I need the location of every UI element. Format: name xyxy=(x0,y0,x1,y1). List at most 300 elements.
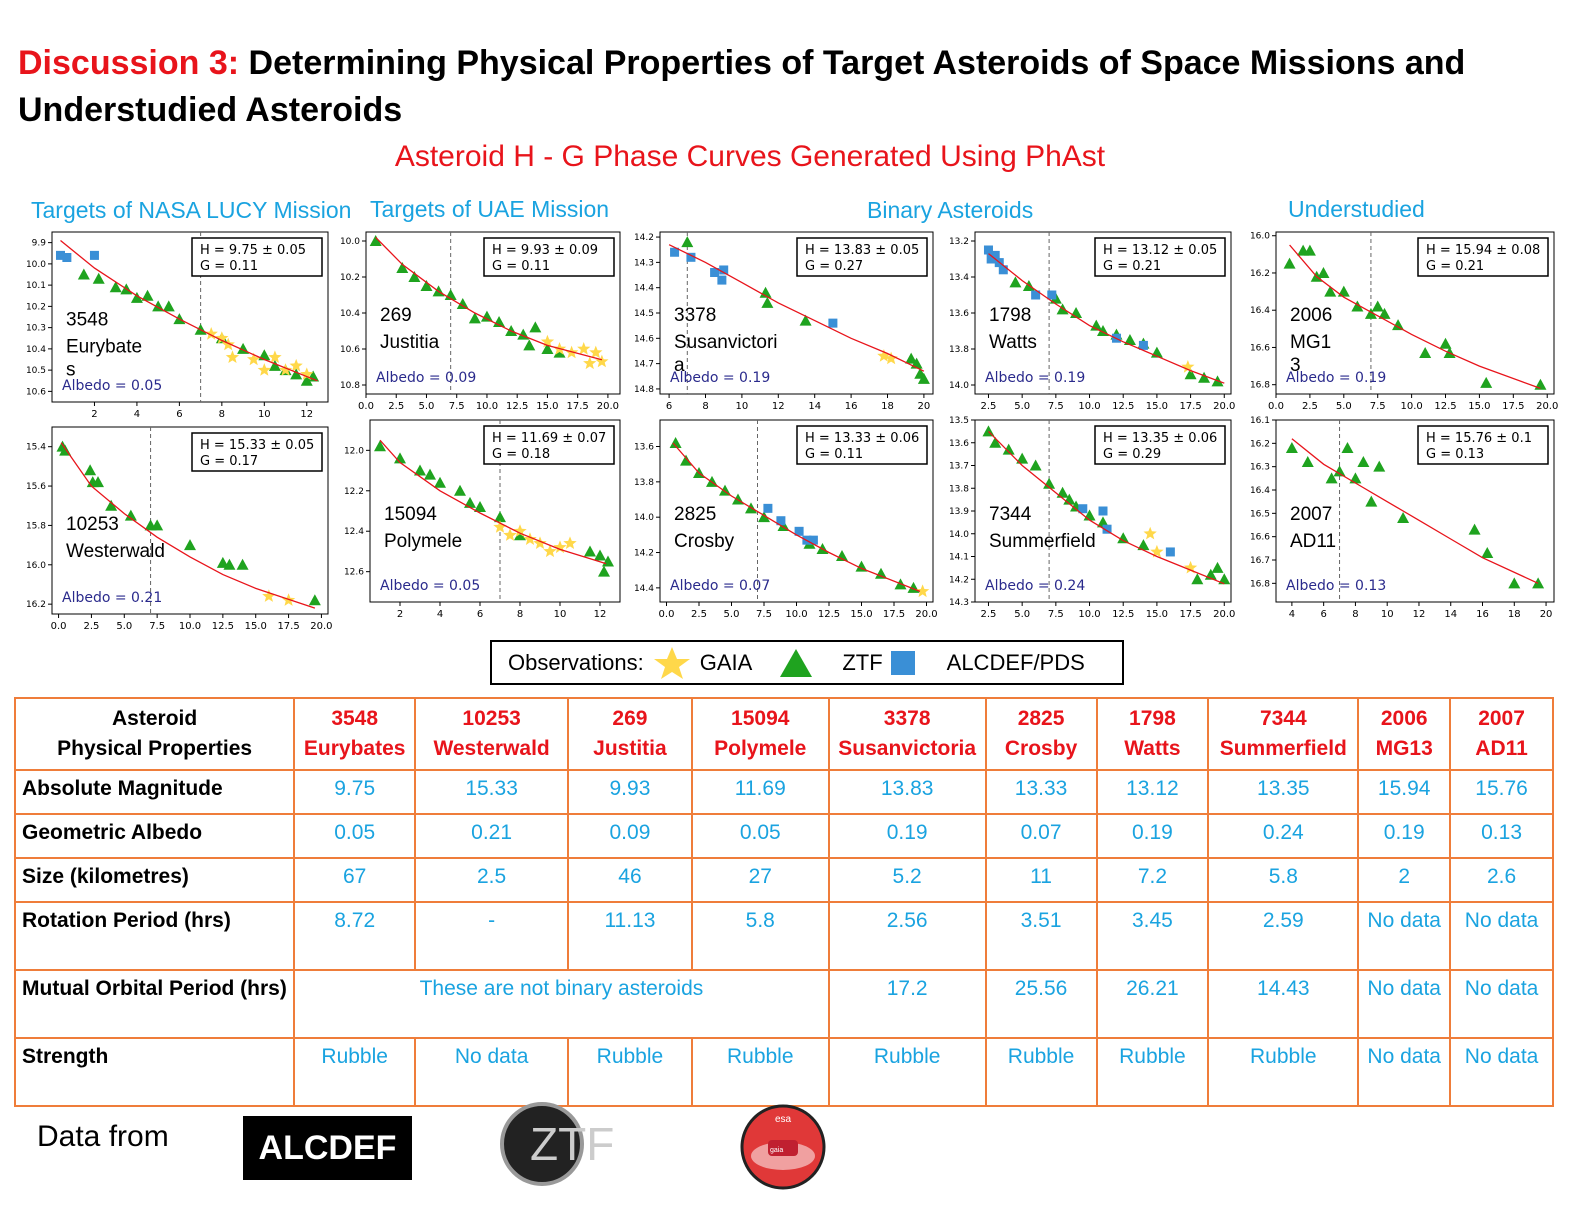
title-main: Determining Physical Properties of Target Asteroids of Space Missions and Understudied Asteroids xyxy=(18,44,1466,129)
phase-curve-panel xyxy=(634,420,938,620)
asteroid-name: MG1 xyxy=(1290,332,1332,354)
x-tick-label: 14 xyxy=(808,401,822,412)
phase-curve-panel xyxy=(1250,232,1558,412)
table-cell: 13.35 xyxy=(1208,770,1358,814)
hg-value: H = 11.69 ± 0.07 xyxy=(492,431,607,446)
y-tick-label: 9.9 xyxy=(31,238,46,249)
row-abs-mag xyxy=(15,770,1553,814)
y-tick-label: 13.8 xyxy=(948,484,969,495)
y-tick-label: 10.0 xyxy=(25,259,46,270)
g-value: G = 0.29 xyxy=(1103,447,1162,462)
y-tick-label: 16.8 xyxy=(1249,579,1270,590)
y-tick-label: 14.0 xyxy=(633,513,654,524)
x-tick-label: 20.0 xyxy=(1213,401,1236,412)
phase-curve-panel xyxy=(1250,416,1554,620)
phase-curve-panel xyxy=(340,232,620,412)
x-tick-label: 12.5 xyxy=(1112,609,1135,620)
legend-ztf: ZTF xyxy=(842,649,883,675)
asteroid-number: 2007 xyxy=(1290,504,1333,526)
table-cell: 15.76 xyxy=(1450,770,1553,814)
y-tick-label: 16.6 xyxy=(1249,532,1270,543)
table-cell: 13.33 xyxy=(986,770,1097,814)
y-tick-label: 13.4 xyxy=(948,273,969,283)
x-tick-label: 2.5 xyxy=(1301,401,1318,412)
x-tick-label: 20.0 xyxy=(596,401,620,412)
albedo-label: Albedo = 0.07 xyxy=(670,578,771,594)
ztf-logo-text: ZTF xyxy=(530,1118,615,1170)
y-tick-label: 14.0 xyxy=(948,529,969,540)
y-tick-label: 14.3 xyxy=(948,598,969,608)
table-cell: 15.33 xyxy=(415,770,568,814)
y-tick-label: 16.3 xyxy=(1249,462,1270,473)
y-tick-label: 12.2 xyxy=(343,486,364,497)
table-cell: 5.8 xyxy=(692,902,829,970)
row-label: Rotation Period (hrs) xyxy=(15,902,294,970)
x-tick-label: 7.5 xyxy=(149,621,166,632)
asteroid-name: Justitia xyxy=(380,332,440,354)
y-tick-label: 14.5 xyxy=(633,309,654,319)
hg-value: H = 13.33 ± 0.06 xyxy=(805,431,920,446)
ztf-triangle-icon xyxy=(778,647,814,679)
phase-curve-panel xyxy=(634,232,933,412)
x-tick-label: 17.5 xyxy=(1502,401,1525,412)
y-tick-label: 14.4 xyxy=(633,283,654,294)
y-tick-label: 16.6 xyxy=(1249,343,1270,354)
table-cell: 0.05 xyxy=(692,814,829,858)
ztf-logo xyxy=(500,1102,640,1186)
x-tick-label: 5.0 xyxy=(418,401,435,412)
x-tick-label: 17.5 xyxy=(277,621,300,632)
x-tick-label: 0.0 xyxy=(658,609,675,620)
albedo-label: Albedo = 0.24 xyxy=(985,578,1086,594)
y-tick-label: 14.2 xyxy=(633,548,654,559)
hg-value: H = 9.75 ± 0.05 xyxy=(200,243,306,258)
y-tick-label: 14.4 xyxy=(633,583,654,594)
title-prefix: Discussion 3: xyxy=(18,44,240,82)
x-tick-label: 2.5 xyxy=(388,401,405,412)
y-tick-label: 14.8 xyxy=(633,384,654,395)
table-cell: 5.8 xyxy=(1208,858,1358,902)
y-tick-label: 10.6 xyxy=(25,387,46,398)
y-tick-label: 13.8 xyxy=(948,345,969,355)
g-value: G = 0.11 xyxy=(805,447,864,462)
y-tick-label: 16.0 xyxy=(1249,231,1270,242)
asteroid-name-wrap: s xyxy=(66,359,76,381)
table-cell: 26.21 xyxy=(1097,970,1209,1038)
x-tick-label: 10.0 xyxy=(475,401,499,412)
x-tick-label: 6 xyxy=(176,409,183,420)
col-header: 3548 Eurybates xyxy=(294,698,415,770)
g-value: G = 0.21 xyxy=(1426,259,1485,274)
x-tick-label: 4 xyxy=(436,609,444,620)
asteroid-name-wrap: 3 xyxy=(1290,355,1301,377)
y-tick-label: 15.8 xyxy=(25,521,46,532)
alcdef-square-icon xyxy=(889,649,917,677)
x-tick-label: 7.5 xyxy=(756,609,772,620)
x-tick-label: 12 xyxy=(771,401,785,412)
y-tick-label: 14.2 xyxy=(633,233,654,244)
col-header: 2006 MG13 xyxy=(1358,698,1450,770)
x-tick-label: 10 xyxy=(1380,609,1394,620)
table-cell: 9.75 xyxy=(294,770,415,814)
asteroid-number: 7344 xyxy=(989,504,1032,526)
phase-curve-panel xyxy=(26,427,333,632)
gaia-star-icon xyxy=(652,645,692,681)
x-tick-label: 20.0 xyxy=(310,621,333,632)
albedo-label: Albedo = 0.21 xyxy=(62,590,163,606)
x-tick-label: 10.0 xyxy=(785,609,808,620)
table-cell: 2 xyxy=(1358,858,1450,902)
x-tick-label: 17.5 xyxy=(882,609,906,620)
y-tick-label: 13.6 xyxy=(948,309,969,319)
table-cell: No data xyxy=(1450,970,1553,1038)
table-cell: No data xyxy=(415,1038,568,1106)
table-cell: 11.13 xyxy=(568,902,692,970)
y-tick-label: 16.0 xyxy=(25,560,46,571)
x-tick-label: 2.5 xyxy=(691,609,707,620)
albedo-label: Albedo = 0.05 xyxy=(380,578,481,594)
group-label-uae: Targets of UAE Mission xyxy=(370,196,610,222)
y-tick-label: 13.9 xyxy=(948,507,969,517)
y-tick-label: 12.4 xyxy=(343,527,364,538)
x-tick-label: 10.0 xyxy=(1078,401,1101,412)
y-tick-label: 12.6 xyxy=(343,567,364,578)
row-label: Mutual Orbital Period (hrs) xyxy=(15,970,294,1038)
y-tick-label: 15.6 xyxy=(25,482,46,493)
table-cell: 17.2 xyxy=(829,970,986,1038)
table-cell: Rubble xyxy=(692,1038,829,1106)
chart-subtitle: Asteroid H - G Phase Curves Generated Using PhAst xyxy=(394,140,1106,173)
col-header: 269 Justitia xyxy=(568,698,692,770)
table-cell: No data xyxy=(1358,1038,1450,1106)
alcdef-point xyxy=(1099,507,1108,516)
col-header: 7344 Summerfield xyxy=(1208,698,1358,770)
y-tick-label: 14.3 xyxy=(633,258,654,269)
y-tick-label: 10.5 xyxy=(25,366,46,377)
hg-value: H = 13.12 ± 0.05 xyxy=(1103,243,1218,258)
phase-curve-panel xyxy=(949,232,1235,412)
table-cell: Rubble xyxy=(829,1038,986,1106)
y-tick-label: 16.5 xyxy=(1249,509,1270,520)
y-tick-label: 14.6 xyxy=(633,334,654,345)
asteroid-name-wrap: a xyxy=(674,355,685,377)
g-value: G = 0.13 xyxy=(1426,447,1485,462)
table-header-row xyxy=(15,698,1553,770)
table-cell: 0.09 xyxy=(568,814,692,858)
hg-value: H = 13.83 ± 0.05 xyxy=(805,243,920,258)
y-tick-label: 12.0 xyxy=(343,446,364,457)
albedo-label: Albedo = 0.13 xyxy=(1286,578,1387,594)
table-cell: 2.6 xyxy=(1450,858,1553,902)
table-cell: No data xyxy=(1358,970,1450,1038)
asteroid-number: 3548 xyxy=(66,309,109,331)
alcdef-point xyxy=(717,276,726,285)
y-tick-label: 16.4 xyxy=(1249,306,1270,317)
alcdef-point xyxy=(809,536,818,545)
phase-curve-panel xyxy=(344,420,620,620)
y-tick-label: 10.4 xyxy=(339,309,360,319)
table-cell: 13.12 xyxy=(1097,770,1209,814)
row-label: Geometric Albedo xyxy=(15,814,294,858)
x-tick-label: 5.0 xyxy=(116,621,133,632)
x-tick-label: 4 xyxy=(133,409,141,420)
x-tick-label: 10 xyxy=(553,609,567,620)
albedo-label: Albedo = 0.19 xyxy=(985,370,1086,386)
y-tick-label: 13.5 xyxy=(948,416,969,426)
y-tick-label: 13.6 xyxy=(633,442,654,453)
x-tick-label: 20.0 xyxy=(915,609,938,620)
asteroid-name: Watts xyxy=(989,332,1037,354)
g-value: G = 0.11 xyxy=(200,259,259,274)
x-tick-label: 6 xyxy=(476,609,484,620)
y-tick-label: 13.7 xyxy=(948,461,969,472)
y-tick-label: 13.2 xyxy=(948,237,969,247)
hg-value: H = 9.93 ± 0.09 xyxy=(492,243,598,258)
albedo-label: Albedo = 0.19 xyxy=(670,370,771,386)
table-cell: 15.94 xyxy=(1358,770,1450,814)
y-tick-label: 10.1 xyxy=(25,281,46,292)
y-tick-label: 10.0 xyxy=(339,237,360,247)
x-tick-label: 7.5 xyxy=(1047,401,1064,412)
table-cell: 0.07 xyxy=(986,814,1097,858)
row-label: Size (kilometres) xyxy=(15,858,294,902)
hg-value: H = 15.76 ± 0.1 xyxy=(1426,431,1532,446)
x-tick-label: 20 xyxy=(1539,609,1553,620)
asteroid-number: 2006 xyxy=(1290,305,1333,327)
alcdef-point xyxy=(763,504,772,513)
x-tick-label: 12 xyxy=(1412,609,1426,620)
alcdef-point xyxy=(90,251,99,260)
table-cell: 0.05 xyxy=(294,814,415,858)
phase-curve-panel xyxy=(949,416,1235,620)
asteroid-number: 2825 xyxy=(674,504,717,526)
y-tick-label: 10.8 xyxy=(339,381,360,391)
x-tick-label: 5.0 xyxy=(1335,401,1352,412)
data-from-label: Data from xyxy=(37,1120,169,1153)
y-tick-label: 16.1 xyxy=(1249,416,1270,426)
col-header: 3378 Susanvictoria xyxy=(829,698,986,770)
asteroid-number: 10253 xyxy=(66,513,119,535)
group-label-understudied: Understudied xyxy=(1288,196,1425,222)
table-cell: 13.83 xyxy=(829,770,986,814)
row-label: Strength xyxy=(15,1038,294,1106)
albedo-label: Albedo = 0.05 xyxy=(62,378,163,394)
x-tick-label: 17.5 xyxy=(1179,401,1202,412)
x-tick-label: 18 xyxy=(881,401,894,412)
table-cell: 11 xyxy=(986,858,1097,902)
asteroid-name: Crosby xyxy=(674,531,735,553)
table-cell: 3.51 xyxy=(986,902,1097,970)
x-tick-label: 2 xyxy=(91,409,98,420)
table-cell: 14.43 xyxy=(1208,970,1358,1038)
group-label-binary: Binary Asteroids xyxy=(867,197,1034,223)
hg-value: H = 15.33 ± 0.05 xyxy=(200,438,315,453)
g-value: G = 0.27 xyxy=(805,259,864,274)
y-tick-label: 14.2 xyxy=(948,575,969,586)
table-cell: 9.93 xyxy=(568,770,692,814)
x-tick-label: 12.5 xyxy=(1112,401,1135,412)
x-tick-label: 8 xyxy=(1352,609,1359,620)
x-tick-label: 15.0 xyxy=(1145,401,1169,412)
col-header: 15094 Polymele xyxy=(692,698,829,770)
table-cell: No data xyxy=(1450,1038,1553,1106)
hg-value: H = 13.35 ± 0.06 xyxy=(1103,431,1218,446)
col-header: 10253 Westerwald xyxy=(415,698,568,770)
table-cell: 0.13 xyxy=(1450,814,1553,858)
x-tick-label: 12.5 xyxy=(817,609,841,620)
x-tick-label: 7.5 xyxy=(1047,609,1064,620)
group-label-lucy: Targets of NASA LUCY Mission xyxy=(31,197,352,223)
x-tick-label: 16 xyxy=(844,401,858,412)
x-tick-label: 5.0 xyxy=(1014,401,1031,412)
x-tick-label: 2.5 xyxy=(980,609,997,620)
asteroid-name: AD11 xyxy=(1290,531,1337,553)
asteroid-name: Eurybate xyxy=(66,336,143,358)
alcdef-logo: ALCDEF xyxy=(243,1116,412,1180)
y-tick-label: 10.4 xyxy=(25,344,46,355)
x-tick-label: 5.0 xyxy=(1014,609,1031,620)
albedo-label: Albedo = 0.19 xyxy=(1286,370,1387,386)
y-tick-label: 16.2 xyxy=(25,600,46,611)
alcdef-point xyxy=(62,253,71,262)
y-tick-label: 10.2 xyxy=(339,273,360,283)
x-tick-label: 15.0 xyxy=(1145,609,1169,620)
table-cell: 2.56 xyxy=(829,902,986,970)
x-tick-label: 6 xyxy=(1320,609,1327,620)
x-tick-label: 10 xyxy=(735,401,749,412)
gaia-logo-text: gaia xyxy=(770,1147,784,1154)
g-value: G = 0.17 xyxy=(200,454,259,469)
x-tick-label: 5.0 xyxy=(723,609,740,620)
row-strength xyxy=(15,1038,1553,1106)
header-first-cell: Asteroid Physical Properties xyxy=(15,698,294,770)
x-tick-label: 8 xyxy=(516,609,524,620)
asteroid-name: Susanvictori xyxy=(674,332,778,354)
asteroid-number: 15094 xyxy=(384,504,437,526)
x-tick-label: 10 xyxy=(257,409,271,420)
x-tick-label: 0.0 xyxy=(1268,401,1284,412)
x-tick-label: 8 xyxy=(702,401,709,412)
y-tick-label: 10.3 xyxy=(25,323,46,334)
x-tick-label: 10.0 xyxy=(1400,401,1423,412)
table-cell: 25.56 xyxy=(986,970,1097,1038)
g-value: G = 0.18 xyxy=(492,447,551,462)
y-tick-label: 16.8 xyxy=(1249,380,1270,391)
x-tick-label: 2.5 xyxy=(980,401,997,412)
table-cell: Rubble xyxy=(986,1038,1097,1106)
x-tick-label: 10.0 xyxy=(1078,609,1101,620)
x-tick-label: 16 xyxy=(1476,609,1489,620)
legend-alcdef: ALCDEF/PDS xyxy=(946,649,1085,675)
y-tick-label: 15.4 xyxy=(25,442,46,453)
x-tick-label: 10.0 xyxy=(178,621,202,632)
x-tick-label: 0.0 xyxy=(50,621,67,632)
y-tick-label: 14.0 xyxy=(948,381,969,391)
table-cell: No data xyxy=(1450,902,1553,970)
x-tick-label: 2.5 xyxy=(83,621,100,632)
row-size xyxy=(15,858,1553,902)
asteroid-number: 1798 xyxy=(989,305,1032,327)
x-tick-label: 15.0 xyxy=(1468,401,1491,412)
col-header: 2007 AD11 xyxy=(1450,698,1553,770)
alcdef-point xyxy=(1047,291,1056,300)
table-cell: 7.2 xyxy=(1097,858,1209,902)
alcdef-point xyxy=(1166,547,1175,556)
x-tick-label: 15.0 xyxy=(244,621,267,632)
g-value: G = 0.21 xyxy=(1103,259,1162,274)
y-tick-label: 14.1 xyxy=(948,552,969,563)
x-tick-label: 8 xyxy=(218,409,226,420)
x-tick-label: 7.5 xyxy=(448,401,465,412)
table-cell: 0.21 xyxy=(415,814,568,858)
y-tick-label: 16.7 xyxy=(1249,556,1270,566)
row-rotation xyxy=(15,902,1553,970)
g-value: G = 0.11 xyxy=(492,259,551,274)
row-label: Absolute Magnitude xyxy=(15,770,294,814)
y-tick-label: 16.4 xyxy=(1249,486,1270,496)
asteroid-name: Polymele xyxy=(384,531,463,553)
table-cell: 0.19 xyxy=(1358,814,1450,858)
x-tick-label: 20.0 xyxy=(1213,609,1236,620)
row-albedo xyxy=(15,814,1553,858)
table-cell: - xyxy=(415,902,568,970)
x-tick-label: 20.0 xyxy=(1536,401,1559,412)
albedo-label: Albedo = 0.09 xyxy=(376,370,477,386)
table-cell-not-binary: These are not binary asteroids xyxy=(294,970,828,1038)
table-cell: Rubble xyxy=(1097,1038,1209,1106)
x-tick-label: 15.0 xyxy=(850,609,873,620)
x-tick-label: 18 xyxy=(1507,609,1521,620)
x-tick-label: 17.5 xyxy=(1179,609,1202,620)
col-header: 2825 Crosby xyxy=(986,698,1097,770)
y-tick-label: 10.2 xyxy=(25,302,46,313)
table-cell: 11.69 xyxy=(692,770,829,814)
phase-curve-panel xyxy=(26,232,328,420)
table-cell: 0.19 xyxy=(829,814,986,858)
table-cell: 67 xyxy=(294,858,415,902)
col-header: 1798 Watts xyxy=(1097,698,1209,770)
y-tick-label: 16.2 xyxy=(1249,268,1270,279)
table-cell: 0.19 xyxy=(1097,814,1209,858)
x-tick-label: 20 xyxy=(917,401,931,412)
x-tick-label: 4 xyxy=(1288,609,1296,620)
x-tick-label: 7.5 xyxy=(1369,401,1386,412)
table-cell: 46 xyxy=(568,858,692,902)
table-cell: 5.2 xyxy=(829,858,986,902)
x-tick-label: 12.5 xyxy=(1434,401,1457,412)
esa-gaia-logo xyxy=(740,1104,826,1190)
y-tick-label: 10.6 xyxy=(339,345,360,355)
alcdef-point xyxy=(828,319,837,328)
x-tick-label: 0.0 xyxy=(358,401,374,412)
asteroid-number: 269 xyxy=(380,305,412,327)
table-cell: 2.5 xyxy=(415,858,568,902)
x-tick-label: 14 xyxy=(1444,609,1458,620)
table-cell: 27 xyxy=(692,858,829,902)
table-cell: Rubble xyxy=(568,1038,692,1106)
properties-table xyxy=(14,697,1554,1107)
legend-gaia: GAIA xyxy=(699,649,753,675)
x-tick-label: 12.5 xyxy=(506,401,529,412)
row-mutual xyxy=(15,970,1553,1038)
table-cell: Rubble xyxy=(1208,1038,1358,1106)
x-tick-label: 15.0 xyxy=(536,401,559,412)
x-tick-label: 6 xyxy=(665,401,673,412)
x-tick-label: 12 xyxy=(300,409,314,420)
table-cell: 3.45 xyxy=(1097,902,1209,970)
x-tick-label: 17.5 xyxy=(566,401,589,412)
legend-label: Observations: xyxy=(508,649,644,675)
